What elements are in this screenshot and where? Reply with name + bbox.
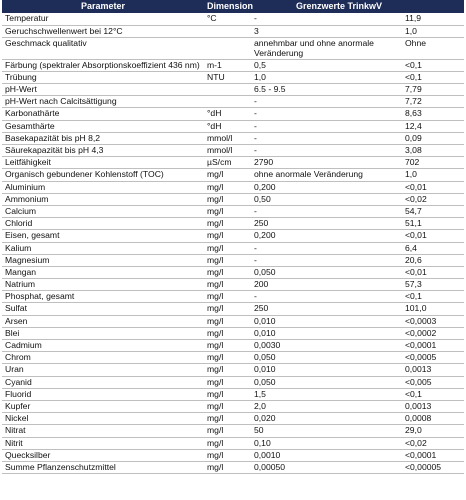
cell-dimension: mg/l [204, 266, 252, 278]
table-row [2, 59, 464, 71]
cell-dimension: mmol/l [204, 145, 252, 157]
cell-dimension: °dH [204, 120, 252, 132]
cell-parameter: Nickel [2, 413, 204, 425]
cell-wert: <0,01 [402, 266, 464, 278]
cell-dimension: mmol/l [204, 132, 252, 144]
cell-dimension: µS/cm [204, 157, 252, 169]
cell-grenzwert: ohne anormale Veränderung [252, 169, 402, 181]
cell-parameter: Mangan [2, 266, 204, 278]
cell-dimension: mg/l [204, 400, 252, 412]
table-row [2, 96, 464, 108]
cell-dimension: mg/l [204, 327, 252, 339]
cell-grenzwert: 0,5 [252, 59, 402, 71]
table-row [2, 352, 464, 364]
table-row [2, 437, 464, 449]
cell-parameter: Chrom [2, 352, 204, 364]
cell-parameter: pH-Wert [2, 84, 204, 96]
table-row [2, 364, 464, 376]
cell-wert: <0,1 [402, 59, 464, 71]
table-row [2, 230, 464, 242]
cell-parameter: Kupfer [2, 400, 204, 412]
cell-grenzwert: - [252, 145, 402, 157]
table-row [2, 84, 464, 96]
cell-parameter: Nitrat [2, 425, 204, 437]
cell-wert: <0,0001 [402, 449, 464, 461]
cell-wert: 7,79 [402, 84, 464, 96]
table-row [2, 13, 464, 25]
cell-dimension: °dH [204, 108, 252, 120]
cell-wert: 0,0008 [402, 413, 464, 425]
cell-grenzwert: annehmbar und ohne anormale Veränderung [252, 37, 402, 59]
cell-wert: 57,3 [402, 279, 464, 291]
cell-grenzwert: 0,010 [252, 364, 402, 376]
cell-wert: 1,0 [402, 169, 464, 181]
cell-parameter: Geruchschwellenwert bei 12°C [2, 25, 204, 37]
table-row [2, 388, 464, 400]
cell-wert: 20,6 [402, 254, 464, 266]
cell-dimension: mg/l [204, 376, 252, 388]
cell-dimension: mg/l [204, 303, 252, 315]
cell-dimension: °C [204, 13, 252, 25]
cell-dimension: mg/l [204, 461, 252, 473]
cell-parameter: Eisen, gesamt [2, 230, 204, 242]
cell-grenzwert: 0,00050 [252, 461, 402, 473]
cell-parameter: Trübung [2, 71, 204, 83]
table-row [2, 315, 464, 327]
table-row [2, 181, 464, 193]
cell-parameter: Säurekapazität bis pH 4,3 [2, 145, 204, 157]
cell-grenzwert: 50 [252, 425, 402, 437]
cell-parameter: Calcium [2, 205, 204, 217]
table-row [2, 157, 464, 169]
cell-wert: 0,09 [402, 132, 464, 144]
table-row [2, 449, 464, 461]
table-row [2, 218, 464, 230]
cell-grenzwert: 0,0030 [252, 340, 402, 352]
cell-wert: 54,7 [402, 205, 464, 217]
cell-grenzwert: 0,020 [252, 413, 402, 425]
cell-wert: 702 [402, 157, 464, 169]
table-row [2, 71, 464, 83]
cell-grenzwert: 250 [252, 303, 402, 315]
table-row [2, 279, 464, 291]
cell-grenzwert: 250 [252, 218, 402, 230]
cell-wert: 3,08 [402, 145, 464, 157]
table-row [2, 37, 464, 59]
cell-grenzwert: 0,10 [252, 437, 402, 449]
table-body [2, 13, 464, 474]
cell-dimension: mg/l [204, 315, 252, 327]
cell-dimension: mg/l [204, 449, 252, 461]
table-row [2, 327, 464, 339]
cell-wert: <0,1 [402, 388, 464, 400]
cell-wert: 12,4 [402, 120, 464, 132]
cell-dimension [204, 25, 252, 37]
cell-grenzwert: - [252, 132, 402, 144]
table-row [2, 132, 464, 144]
cell-wert: <0,0003 [402, 315, 464, 327]
cell-dimension: mg/l [204, 242, 252, 254]
cell-dimension: mg/l [204, 352, 252, 364]
cell-grenzwert: 0,050 [252, 376, 402, 388]
table-row [2, 145, 464, 157]
cell-wert: Ohne [402, 37, 464, 59]
cell-parameter: Sulfat [2, 303, 204, 315]
water-analysis-table-container [2, 0, 464, 474]
cell-parameter: Basekapazität bis pH 8,2 [2, 132, 204, 144]
cell-grenzwert: - [252, 96, 402, 108]
cell-dimension: mg/l [204, 279, 252, 291]
cell-wert: <0,00005 [402, 461, 464, 473]
table-row [2, 205, 464, 217]
cell-dimension: mg/l [204, 254, 252, 266]
cell-parameter: pH-Wert nach Calcitsättigung [2, 96, 204, 108]
cell-grenzwert: 0,010 [252, 327, 402, 339]
cell-wert: <0,02 [402, 193, 464, 205]
cell-grenzwert: 2,0 [252, 400, 402, 412]
cell-grenzwert: - [252, 242, 402, 254]
cell-dimension: m-1 [204, 59, 252, 71]
cell-parameter: Uran [2, 364, 204, 376]
cell-grenzwert: - [252, 13, 402, 25]
cell-parameter: Karbonathärte [2, 108, 204, 120]
cell-wert: <0,01 [402, 230, 464, 242]
cell-dimension: mg/l [204, 340, 252, 352]
cell-grenzwert: - [252, 254, 402, 266]
cell-parameter: Chlorid [2, 218, 204, 230]
cell-dimension: mg/l [204, 425, 252, 437]
cell-dimension: mg/l [204, 218, 252, 230]
table-row [2, 25, 464, 37]
table-row [2, 340, 464, 352]
cell-grenzwert: - [252, 120, 402, 132]
cell-parameter: Cadmium [2, 340, 204, 352]
cell-dimension: mg/l [204, 230, 252, 242]
cell-grenzwert: 1,5 [252, 388, 402, 400]
cell-parameter: Natrium [2, 279, 204, 291]
cell-dimension: mg/l [204, 205, 252, 217]
cell-wert: 0,0013 [402, 400, 464, 412]
cell-dimension: mg/l [204, 291, 252, 303]
table-row [2, 461, 464, 473]
header-wert [402, 0, 464, 13]
cell-parameter: Temperatur [2, 13, 204, 25]
header-grenzwerte: Grenzwerte TrinkwV [252, 0, 402, 13]
cell-parameter: Quecksilber [2, 449, 204, 461]
cell-wert: <0,1 [402, 71, 464, 83]
cell-dimension: mg/l [204, 169, 252, 181]
cell-wert: <0,0002 [402, 327, 464, 339]
table-row [2, 291, 464, 303]
cell-dimension [204, 84, 252, 96]
cell-grenzwert: 0,050 [252, 266, 402, 278]
cell-parameter: Fluorid [2, 388, 204, 400]
table-row [2, 120, 464, 132]
cell-parameter: Magnesium [2, 254, 204, 266]
cell-wert: 101,0 [402, 303, 464, 315]
table-row [2, 400, 464, 412]
table-row [2, 254, 464, 266]
cell-parameter: Aluminium [2, 181, 204, 193]
cell-parameter: Gesamthärte [2, 120, 204, 132]
cell-parameter: Nitrit [2, 437, 204, 449]
table-row [2, 242, 464, 254]
table-row [2, 303, 464, 315]
table-row [2, 108, 464, 120]
table-row [2, 376, 464, 388]
cell-grenzwert: 200 [252, 279, 402, 291]
cell-parameter: Cyanid [2, 376, 204, 388]
cell-dimension [204, 96, 252, 108]
cell-wert: <0,005 [402, 376, 464, 388]
table-row [2, 425, 464, 437]
cell-wert: 1,0 [402, 25, 464, 37]
cell-wert: 0,0013 [402, 364, 464, 376]
cell-parameter: Arsen [2, 315, 204, 327]
cell-parameter: Blei [2, 327, 204, 339]
cell-grenzwert: 0,0010 [252, 449, 402, 461]
cell-dimension: NTU [204, 71, 252, 83]
cell-wert: <0,1 [402, 291, 464, 303]
cell-parameter: Färbung (spektraler Absorptionskoeffizient 436 nm) [2, 59, 204, 71]
cell-wert: <0,0005 [402, 352, 464, 364]
header-parameter: Parameter [2, 0, 204, 13]
table-row [2, 193, 464, 205]
table-row [2, 413, 464, 425]
cell-dimension [204, 37, 252, 59]
cell-wert: 8,63 [402, 108, 464, 120]
cell-dimension: mg/l [204, 193, 252, 205]
cell-dimension: mg/l [204, 364, 252, 376]
cell-grenzwert: 3 [252, 25, 402, 37]
cell-parameter: Geschmack qualitativ [2, 37, 204, 59]
cell-parameter: Phosphat, gesamt [2, 291, 204, 303]
cell-grenzwert: 0,010 [252, 315, 402, 327]
cell-dimension: mg/l [204, 388, 252, 400]
cell-wert: <0,01 [402, 181, 464, 193]
cell-parameter: Ammonium [2, 193, 204, 205]
cell-grenzwert: - [252, 108, 402, 120]
cell-grenzwert: 1,0 [252, 71, 402, 83]
cell-grenzwert: 0,50 [252, 193, 402, 205]
cell-dimension: mg/l [204, 413, 252, 425]
cell-wert: 51,1 [402, 218, 464, 230]
header-dimension: Dimension [204, 0, 252, 13]
cell-wert: 7,72 [402, 96, 464, 108]
cell-dimension: mg/l [204, 437, 252, 449]
cell-grenzwert: 2790 [252, 157, 402, 169]
table-row [2, 266, 464, 278]
cell-parameter: Summe Pflanzenschutzmittel [2, 461, 204, 473]
cell-wert: 29,0 [402, 425, 464, 437]
cell-wert: 11,9 [402, 13, 464, 25]
table-header [2, 0, 464, 13]
cell-grenzwert: 6.5 - 9.5 [252, 84, 402, 96]
table-row [2, 169, 464, 181]
cell-wert: <0,02 [402, 437, 464, 449]
cell-grenzwert: 0,050 [252, 352, 402, 364]
cell-parameter: Kalium [2, 242, 204, 254]
cell-grenzwert: - [252, 205, 402, 217]
cell-grenzwert: - [252, 291, 402, 303]
cell-grenzwert: 0,200 [252, 181, 402, 193]
cell-wert: 6,4 [402, 242, 464, 254]
cell-dimension: mg/l [204, 181, 252, 193]
water-analysis-table [2, 0, 464, 474]
cell-wert: <0,0001 [402, 340, 464, 352]
cell-grenzwert: 0,200 [252, 230, 402, 242]
cell-parameter: Organisch gebundener Kohlenstoff (TOC) [2, 169, 204, 181]
cell-parameter: Leitfähigkeit [2, 157, 204, 169]
